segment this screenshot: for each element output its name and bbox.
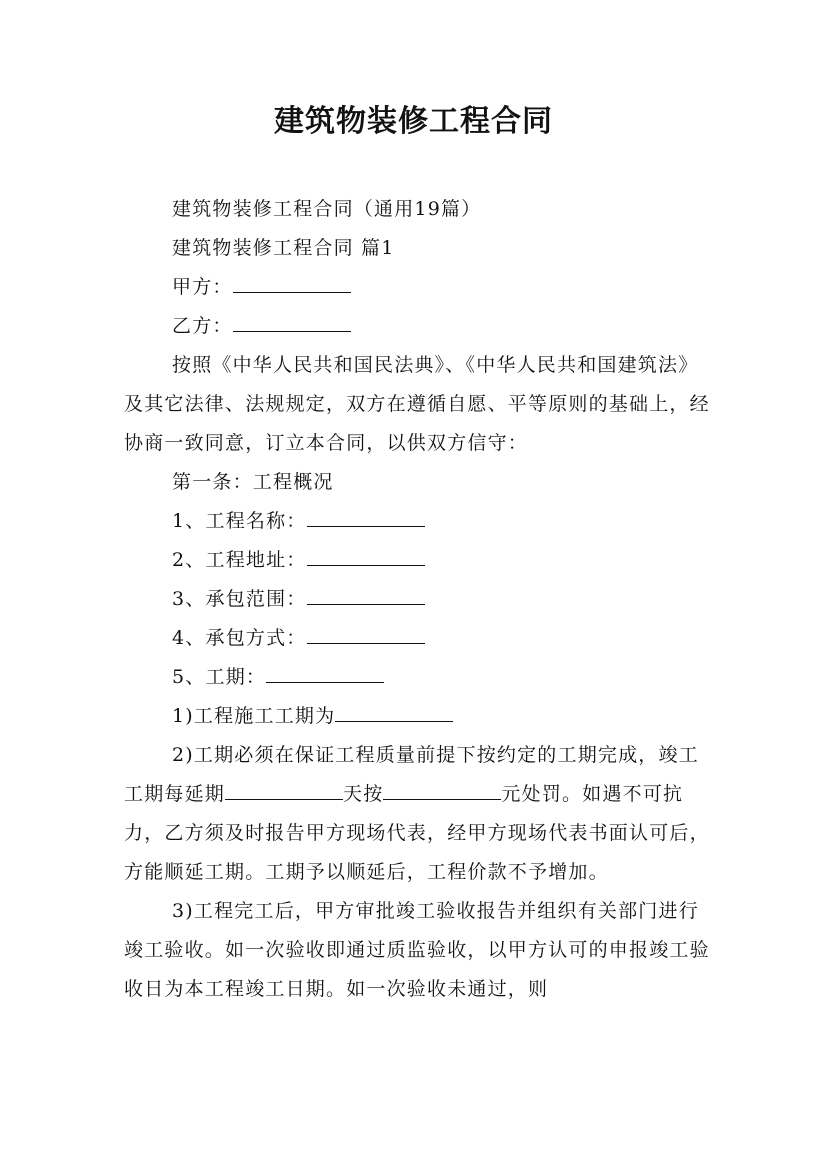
paragraph bbox=[124, 580, 714, 619]
paragraph-text: 建筑物装修工程合同 篇1 bbox=[172, 237, 395, 259]
paragraph-text: 3)工程完工后，甲方审批竣工验收报告并组织有关部门进行竣工验收。如一次验收即通过质监验收，以甲方认可的申报竣工验收日为本工程竣工日期。如一次验收未通过，则 bbox=[124, 900, 710, 1000]
paragraph-text: 天按 bbox=[343, 783, 384, 805]
document-body bbox=[124, 190, 714, 1009]
paragraph bbox=[124, 541, 714, 580]
fill-in-blank bbox=[225, 782, 343, 800]
fill-in-blank bbox=[307, 509, 425, 527]
paragraph-text: 4、承包方式： bbox=[172, 627, 307, 649]
paragraph bbox=[124, 346, 714, 463]
fill-in-blank bbox=[233, 275, 351, 293]
paragraph-text: 乙方： bbox=[172, 315, 233, 337]
paragraph-text: 按照《中华人民共和国民法典》、《中华人民共和国建筑法》及其它法律、法规规定，双方在遵循自愿、平等原则的基础上，经协商一致同意，订立本合同，以供双方信守： bbox=[124, 354, 710, 454]
paragraph bbox=[124, 463, 714, 502]
paragraph bbox=[124, 229, 714, 268]
paragraph bbox=[124, 190, 714, 229]
paragraph-text: 2、工程地址： bbox=[172, 549, 307, 571]
paragraph-text: 建筑物装修工程合同（通用19篇） bbox=[172, 198, 482, 220]
paragraph bbox=[124, 736, 714, 892]
paragraph bbox=[124, 697, 714, 736]
fill-in-blank bbox=[383, 782, 501, 800]
fill-in-blank bbox=[307, 548, 425, 566]
paragraph-text: 3、承包范围： bbox=[172, 588, 307, 610]
paragraph-text: 2)工期必须在保证工程质量前提下按约定的工期完成，竣工工期每延期 bbox=[124, 744, 699, 805]
paragraph-text: 甲方： bbox=[172, 276, 233, 298]
paragraph-text: 元处罚。如遇不可抗力，乙方须及时报告甲方现场代表，经甲方现场代表书面认可后，方能顺延工期。工期予以顺延后，工程价款不予增加。 bbox=[124, 783, 710, 883]
fill-in-blank bbox=[266, 665, 384, 683]
fill-in-blank bbox=[307, 587, 425, 605]
paragraph bbox=[124, 268, 714, 307]
paragraph bbox=[124, 892, 714, 1009]
paragraph bbox=[124, 658, 714, 697]
fill-in-blank bbox=[335, 704, 453, 722]
document-title: 建筑物装修工程合同 bbox=[274, 104, 553, 139]
fill-in-blank bbox=[307, 626, 425, 644]
paragraph-text: 第一条：工程概况 bbox=[172, 471, 334, 493]
paragraph-text: 5、工期： bbox=[172, 666, 267, 688]
paragraph bbox=[124, 307, 714, 346]
paragraph bbox=[124, 502, 714, 541]
paragraph bbox=[124, 619, 714, 658]
fill-in-blank bbox=[233, 314, 351, 332]
paragraph-text: 1)工程施工工期为 bbox=[172, 705, 336, 727]
paragraph-text: 1、工程名称： bbox=[172, 510, 307, 532]
